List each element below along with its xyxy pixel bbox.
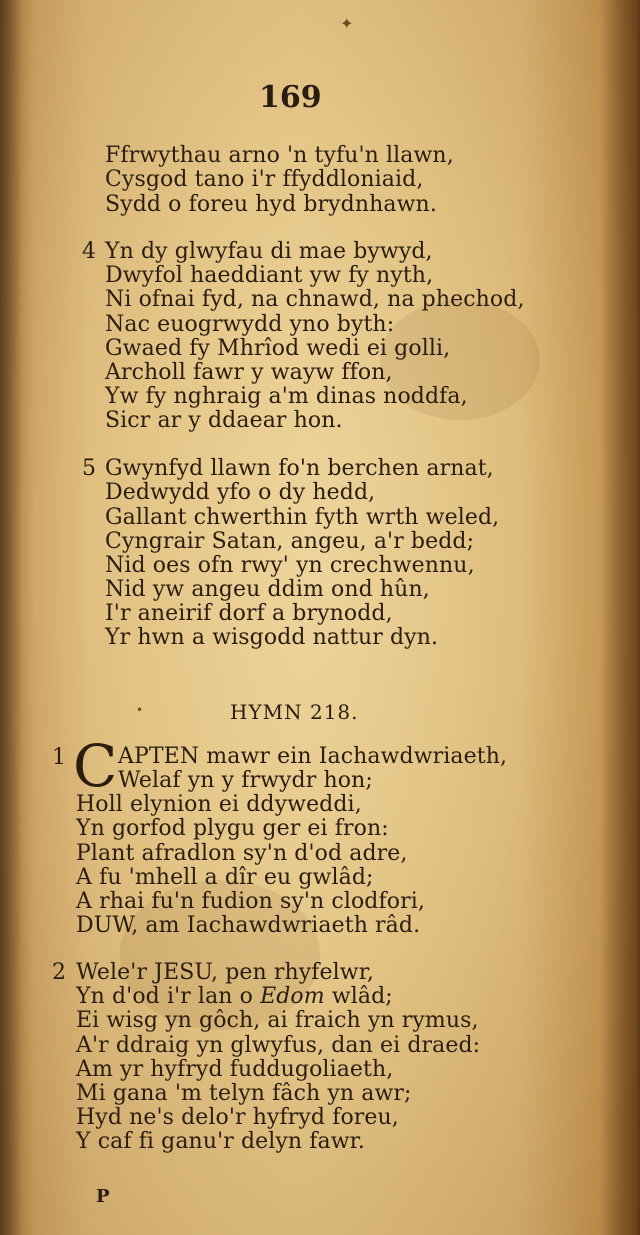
verse-line: Gallant chwerthin fyth wrth weled,	[105, 505, 500, 530]
verse-line: Sydd o foreu hyd brydnhawn.	[105, 192, 437, 217]
printer-ornament-icon: ✦	[340, 14, 354, 33]
hymn-title: HYMN 218.	[230, 700, 359, 724]
verse-line: A'r ddraig yn glwyfus, dan ei draed:	[76, 1033, 481, 1058]
verse-line: Y caf fi ganu'r delyn fawr.	[76, 1129, 365, 1154]
verse-number: 5	[82, 456, 97, 481]
verse-line: Nac euogrwydd yno byth:	[105, 312, 395, 337]
verse-line	[76, 985, 393, 1009]
verse-line: Yn dy glwyfau di mae bywyd,	[105, 239, 433, 264]
verse-line: APTEN mawr ein Iachawdwriaeth,	[118, 744, 508, 769]
verse-line: Dedwydd yfo o dy hedd,	[105, 480, 376, 505]
verse-line: I'r aneirif dorf a brynodd,	[105, 601, 393, 626]
verse-line: Dwyfol haeddiant yw fy nyth,	[105, 263, 434, 288]
verse-line: Sicr ar y ddaear hon.	[105, 408, 343, 433]
printer-ornament-icon: •	[136, 703, 144, 717]
drop-cap: C	[73, 732, 118, 800]
verse-line: Cysgod tano i'r ffyddloniaid,	[105, 167, 424, 192]
verse-line: A rhai fu'n fudion sy'n clodfori,	[76, 889, 425, 914]
place-name-italic: Edom	[260, 984, 325, 1009]
verse-line: A fu 'mhell a dîr eu gwlâd;	[76, 865, 374, 890]
verse-line: Mi gana 'm telyn fâch yn awr;	[76, 1081, 412, 1106]
verse-line: Yw fy nghraig a'm dinas noddfa,	[105, 384, 468, 409]
verse-number: 4	[82, 239, 97, 264]
verse-number: 1	[52, 745, 67, 770]
verse-line: Welaf yn y frwydr hon;	[118, 768, 373, 793]
verse-line: Ei wisg yn gôch, ai fraich yn rymus,	[76, 1008, 479, 1033]
verse-line: Am yr hyfryd fuddugoliaeth,	[76, 1057, 394, 1082]
verse-line: Nid oes ofn rwy' yn crechwennu,	[105, 553, 475, 578]
verse-line: Cyngrair Satan, angeu, a'r bedd;	[105, 529, 475, 554]
verse-line: Gwaed fy Mhrîod wedi ei golli,	[105, 336, 451, 361]
verse-line-text: wlâd;	[324, 984, 393, 1009]
verse-line: Wele'r JESU, pen rhyfelwr,	[76, 960, 375, 985]
verse-line: Ffrwythau arno 'n tyfu'n llawn,	[105, 143, 454, 168]
verse-line: Ni ofnai fyd, na chnawd, na phechod,	[105, 287, 525, 312]
verse-line-text: Yn d'od i'r lan o	[76, 984, 261, 1009]
verse-line: Plant afradlon sy'n d'od adre,	[76, 841, 408, 866]
verse-line: Holl elynion ei ddyweddi,	[76, 792, 362, 817]
verse-line: Nid yw angeu ddim ond hûn,	[105, 577, 430, 602]
verse-line: Yr hwn a wisgodd nattur dyn.	[105, 625, 439, 650]
signature-mark: P	[96, 1186, 110, 1207]
verse-line: Yn gorfod plygu ger ei fron:	[76, 816, 389, 841]
verse-number: 2	[52, 960, 67, 985]
page-number: 169	[259, 80, 322, 115]
verse-line: Gwynfyd llawn fo'n berchen arnat,	[105, 456, 494, 481]
verse-line: Hyd ne's delo'r hyfryd foreu,	[76, 1105, 399, 1130]
verse-line: DUW, am Iachawdwriaeth râd.	[76, 913, 421, 938]
verse-line: Archoll fawr y wayw ffon,	[105, 360, 393, 385]
